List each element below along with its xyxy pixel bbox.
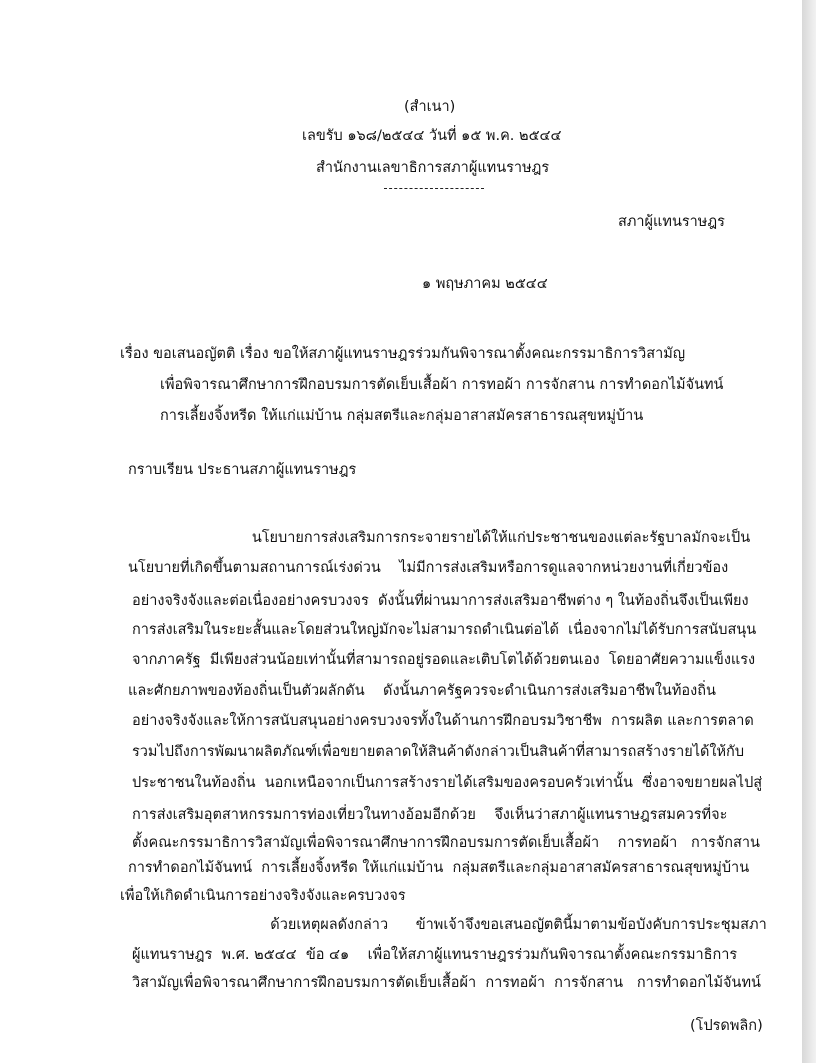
salutation: กราบเรียน ประธานสภาผู้แทนราษฎร bbox=[128, 462, 357, 478]
subject-line: การเลี้ยงจิ้งหรีด ให้แก่แม่บ้าน กลุ่มสตรีและกลุ่มอาสาสมัครสาธารณสุขหมู่บ้าน bbox=[160, 408, 644, 424]
continued-note: (โปรดพลิก) bbox=[690, 1018, 763, 1034]
subject-line: เรื่อง ขอเสนอญัตติ เรื่อง ขอให้สภาผู้แทนราษฎรร่วมกันพิจารณาตั้งคณะกรรมาธิการวิสามัญ bbox=[120, 346, 686, 362]
document-date: ๑ พฤษภาคม ๒๕๔๔ bbox=[422, 276, 548, 292]
body-line: ผู้แทนราษฎร พ.ศ. ๒๕๔๔ ข้อ ๔๑ เพื่อให้สภาผู้แทนราษฎรร่วมกันพิจารณาตั้งคณะกรรมาธิการ bbox=[132, 947, 738, 963]
body-line: จากภาครัฐ มีเพียงส่วนน้อยเท่านั้นที่สามารถอยู่รอดและเติบโตได้ด้วยตนเอง โดยอาศัยความแข็งแรง bbox=[132, 652, 756, 668]
body-line: อย่างจริงจังและให้การสนับสนุนอย่างครบวงจรทั้งในด้านการฝึกอบรมวิชาชีพ การผลิต และการตลาด bbox=[132, 713, 754, 729]
subject-line: เพื่อพิจารณาศึกษาการฝึกอบรมการตัดเย็บเสื้อผ้า การทอผ้า การจักสาน การทำดอกไม้จันทน์ bbox=[160, 377, 724, 393]
recipient: สภาผู้แทนราษฎร bbox=[618, 214, 725, 230]
body-line: การส่งเสริมอุตสาหกรรมการท่องเที่ยวในทางอ้อมอีกด้วย จึงเห็นว่าสภาผู้แทนราษฎรสมควรที่จะ bbox=[132, 807, 728, 823]
receipt-line: เลขรับ ๑๖๘/๒๕๔๔ วันที่ ๑๕ พ.ค. ๒๕๔๔ bbox=[302, 128, 562, 144]
body-line: นโยบายการส่งเสริมการกระจายรายได้ให้แก่ประชาชนของแต่ละรัฐบาลมักจะเป็น bbox=[132, 530, 751, 546]
body-line: เพื่อให้เกิดดำเนินการอย่างจริงจังและครบวงจร bbox=[120, 888, 406, 904]
body-line: และศักยภาพของท้องถิ่นเป็นตัวผลักดัน ดังนั้นภาครัฐควรจะดำเนินการส่งเสริมอาชีพในท้องถิ่น bbox=[128, 683, 716, 699]
body-line: อย่างจริงจังและต่อเนื่องอย่างครบวงจร ดังนั้นที่ผ่านมาการส่งเสริมอาชีพต่าง ๆ ในท้องถิ่นจึงเป็นเพียง bbox=[132, 593, 749, 609]
scan-edge bbox=[802, 0, 816, 1063]
body-line: การส่งเสริมในระยะสั้นและโดยส่วนใหญ่มักจะไม่สามารถดำเนินต่อได้ เนื่องจากไม่ได้รับการสนับสนุน bbox=[132, 622, 757, 638]
body-line: รวมไปถึงการพัฒนาผลิตภัณฑ์เพื่อขยายตลาดให้สินค้าดังกล่าวเป็นสินค้าที่สามารถสร้างรายได้ให้กับ bbox=[132, 744, 745, 760]
body-line: การทำดอกไม้จันทน์ การเลี้ยงจิ้งหรีด ให้แก่แม่บ้าน กลุ่มสตรีและกลุ่มอาสาสมัครสาธารณสุขหมู่บ้าน bbox=[128, 860, 750, 876]
divider bbox=[384, 188, 484, 189]
body-line: วิสามัญเพื่อพิจารณาศึกษาการฝึกอบรมการตัดเย็บเสื้อผ้า การทอผ้า การจักสาน การทำดอกไม้จันทน์ bbox=[132, 975, 761, 991]
body-line: นโยบายที่เกิดขึ้นตามสถานการณ์เร่งด่วน ไม่มีการส่งเสริมหรือการดูแลจากหน่วยงานที่เกี่ยวข้อง bbox=[128, 560, 729, 576]
body-line: ตั้งคณะกรรมาธิการวิสามัญเพื่อพิจารณาศึกษาการฝึกอบรมการตัดเย็บเสื้อผ้า การทอผ้า การจักสาน bbox=[132, 835, 760, 851]
office-name: สำนักงานเลขาธิการสภาผู้แทนราษฎร bbox=[316, 160, 550, 176]
body-line: ด้วยเหตุผลดังกล่าว ข้าพเจ้าจึงขอเสนอญัตตินี้มาตามข้อบังคับการประชุมสภา bbox=[132, 917, 767, 933]
body-line: ประชาชนในท้องถิ่น นอกเหนือจากเป็นการสร้างรายได้เสริมของครอบครัวเท่านั้น ซึ่งอาจขยายผลไปสู่ bbox=[132, 775, 763, 791]
copy-mark: (สำเนา) bbox=[404, 99, 456, 115]
